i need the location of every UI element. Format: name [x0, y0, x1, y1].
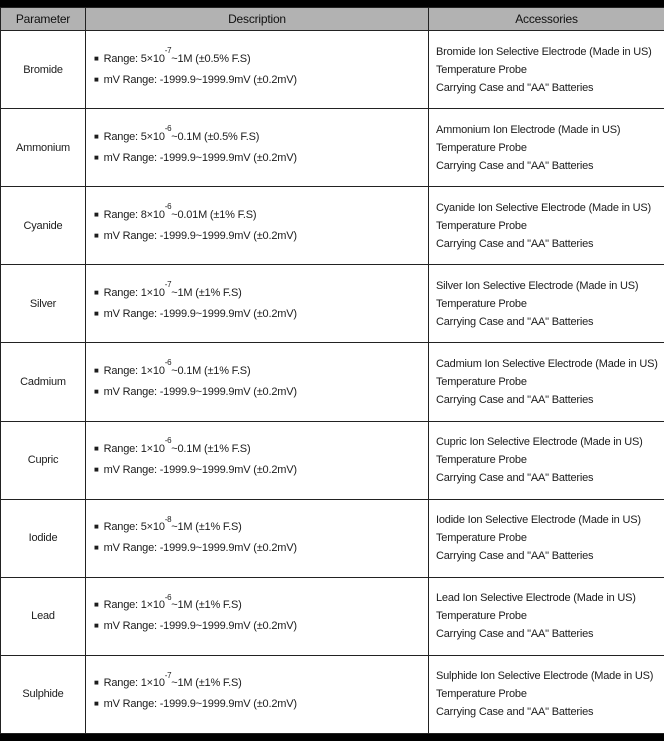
description-cell: [86, 577, 429, 655]
range-text: [103, 280, 242, 299]
bullet-square-icon: ■: [94, 699, 99, 709]
range-text: [103, 670, 242, 690]
accessories-cell: [429, 655, 664, 733]
range-exponent: -8: [164, 514, 172, 524]
accessory-temperature-probe: Temperature Probe: [436, 375, 527, 388]
accessory-electrode: Cupric Ion Selective Electrode (Made in US): [436, 436, 643, 449]
mv-range-line: [94, 304, 422, 325]
mv-range-line: [94, 460, 422, 481]
bullet-square-icon: ■: [94, 678, 99, 688]
accessory-case-batteries: Carrying Case and "AA" Batteries: [436, 81, 594, 94]
bullet-square-icon: ■: [94, 209, 99, 219]
description-cell: [86, 265, 429, 343]
range-prefix: Range: 1×10: [103, 599, 165, 612]
mv-range-text: mV Range: -1999.9~1999.9mV (±0.2mV): [103, 542, 297, 555]
accessory-temperature-probe: Temperature Probe: [436, 219, 527, 232]
bullet-square-icon: ■: [94, 287, 99, 297]
parameter-cell: [1, 499, 86, 577]
range-line: [94, 124, 422, 148]
bullet-square-icon: ■: [94, 230, 99, 240]
mv-range-text: mV Range: -1999.9~1999.9mV (±0.2mV): [103, 73, 297, 86]
accessory-temperature-probe: Temperature Probe: [436, 63, 527, 76]
table-body: [1, 31, 664, 734]
ion-electrode-spec-table: [0, 7, 664, 734]
parameter-cell: [1, 577, 86, 655]
col-header-parameter: Parameter: [1, 8, 86, 31]
bottom-border-bar: [0, 734, 664, 741]
accessory-temperature-probe: Temperature Probe: [436, 454, 527, 467]
range-text: [103, 358, 251, 377]
description-cell: [86, 499, 429, 577]
table-row: [1, 655, 664, 733]
accessories-cell: [429, 577, 664, 655]
accessory-case-batteries: Carrying Case and "AA" Batteries: [436, 706, 594, 719]
top-border-bar: [0, 0, 664, 7]
bullet-square-icon: ■: [94, 465, 99, 475]
parameter-label: Sulphide: [22, 688, 64, 701]
mv-range-line: [94, 382, 422, 403]
bullet-square-icon: ■: [94, 543, 99, 553]
range-text: [103, 124, 260, 143]
description-cell: [86, 187, 429, 265]
range-exponent: -6: [164, 436, 172, 446]
accessory-case-batteries: Carrying Case and "AA" Batteries: [436, 628, 594, 641]
bullet-square-icon: ■: [94, 74, 99, 84]
table-row: [1, 31, 664, 109]
range-suffix: ~1M (±1% F.S): [171, 677, 242, 690]
parameter-label: Iodide: [28, 532, 58, 545]
table-row: [1, 499, 664, 577]
bullet-square-icon: ■: [94, 152, 99, 162]
mv-range-text: mV Range: -1999.9~1999.9mV (±0.2mV): [103, 307, 297, 320]
range-line: [94, 45, 422, 70]
accessory-electrode: Sulphide Ion Selective Electrode (Made in US): [436, 670, 654, 683]
parameter-label: Cyanide: [23, 219, 63, 232]
header-row: [1, 8, 664, 31]
accessory-case-batteries: Carrying Case and "AA" Batteries: [436, 159, 594, 172]
accessory-case-batteries: Carrying Case and "AA" Batteries: [436, 472, 594, 485]
accessories-cell: [429, 421, 664, 499]
range-suffix: ~0.1M (±1% F.S): [171, 443, 251, 456]
parameter-cell: [1, 265, 86, 343]
mv-range-line: [94, 70, 422, 91]
accessory-temperature-probe: Temperature Probe: [436, 532, 527, 545]
mv-range-text: mV Range: -1999.9~1999.9mV (±0.2mV): [103, 464, 297, 477]
bullet-square-icon: ■: [94, 621, 99, 631]
table-row: [1, 265, 664, 343]
range-line: [94, 202, 422, 226]
bullet-square-icon: ■: [94, 386, 99, 396]
table-row: [1, 343, 664, 421]
mv-range-line: [94, 226, 422, 247]
range-exponent: -6: [164, 202, 172, 212]
accessory-case-batteries: Carrying Case and "AA" Batteries: [436, 237, 594, 250]
bullet-square-icon: ■: [94, 131, 99, 141]
parameter-label: Silver: [29, 297, 57, 310]
range-suffix: ~1M (±1% F.S): [171, 521, 242, 534]
accessory-temperature-probe: Temperature Probe: [436, 610, 527, 623]
parameter-cell: [1, 421, 86, 499]
bullet-square-icon: ■: [94, 365, 99, 375]
mv-range-line: [94, 148, 422, 169]
accessories-cell: [429, 499, 664, 577]
range-prefix: Range: 5×10: [103, 130, 165, 143]
parameter-label: Ammonium: [15, 141, 71, 154]
accessory-temperature-probe: Temperature Probe: [436, 141, 527, 154]
range-suffix: ~1M (±1% F.S): [171, 286, 242, 299]
parameter-label: Lead: [31, 610, 55, 623]
range-exponent: -6: [164, 124, 172, 133]
range-exponent: -7: [164, 670, 172, 680]
col-header-accessories: Accessories: [429, 8, 664, 31]
accessory-case-batteries: Carrying Case and "AA" Batteries: [436, 393, 594, 406]
description-cell: [86, 343, 429, 421]
description-cell: [86, 31, 429, 109]
range-line: [94, 670, 422, 694]
range-line: [94, 514, 422, 538]
accessories-cell: [429, 187, 664, 265]
table-row: [1, 187, 664, 265]
range-prefix: Range: 1×10: [103, 443, 165, 456]
parameter-cell: [1, 109, 86, 187]
range-prefix: Range: 5×10: [103, 521, 165, 534]
mv-range-line: [94, 538, 422, 559]
parameter-label: Cupric: [27, 454, 59, 467]
table-row: [1, 109, 664, 187]
accessories-cell: [429, 31, 664, 109]
range-text: [103, 202, 257, 221]
range-prefix: Range: 1×10: [103, 677, 165, 690]
range-line: [94, 592, 422, 616]
range-prefix: Range: 1×10: [103, 364, 165, 377]
bullet-square-icon: ■: [94, 308, 99, 318]
range-line: [94, 436, 422, 460]
accessories-cell: [429, 343, 664, 421]
range-text: [103, 436, 251, 456]
range-line: [94, 280, 422, 304]
bullet-square-icon: ■: [94, 53, 99, 63]
table-row: [1, 421, 664, 499]
range-line: [94, 358, 422, 382]
mv-range-text: mV Range: -1999.9~1999.9mV (±0.2mV): [103, 698, 297, 711]
bullet-square-icon: ■: [94, 600, 99, 610]
range-prefix: Range: 5×10: [103, 52, 165, 65]
range-exponent: -6: [164, 358, 172, 368]
range-exponent: -7: [164, 280, 172, 290]
accessory-electrode: Lead Ion Selective Electrode (Made in US): [436, 592, 636, 605]
mv-range-text: mV Range: -1999.9~1999.9mV (±0.2mV): [103, 151, 297, 164]
parameter-cell: [1, 343, 86, 421]
parameter-label: Bromide: [23, 63, 63, 76]
range-exponent: -6: [164, 592, 172, 602]
accessory-temperature-probe: Temperature Probe: [436, 688, 527, 701]
mv-range-line: [94, 616, 422, 637]
accessory-case-batteries: Carrying Case and "AA" Batteries: [436, 550, 594, 563]
accessory-electrode: Bromide Ion Selective Electrode (Made in US): [436, 45, 652, 58]
range-prefix: Range: 1×10: [103, 286, 165, 299]
accessory-electrode: Cyanide Ion Selective Electrode (Made in US): [436, 201, 651, 214]
parameter-cell: [1, 187, 86, 265]
table-row: [1, 577, 664, 655]
accessory-electrode: Silver Ion Selective Electrode (Made in US): [436, 279, 639, 292]
range-suffix: ~1M (±1% F.S): [171, 599, 242, 612]
range-prefix: Range: 8×10: [103, 208, 165, 221]
accessory-electrode: Ammonium Ion Electrode (Made in US): [436, 123, 621, 136]
range-text: [103, 592, 242, 612]
parameter-label: Cadmium: [20, 375, 66, 388]
description-cell: [86, 109, 429, 187]
accessory-temperature-probe: Temperature Probe: [436, 297, 527, 310]
accessories-cell: [429, 109, 664, 187]
range-suffix: ~0.1M (±1% F.S): [171, 364, 251, 377]
parameter-cell: [1, 655, 86, 733]
accessory-case-batteries: Carrying Case and "AA" Batteries: [436, 315, 594, 328]
accessories-cell: [429, 265, 664, 343]
range-suffix: ~0.01M (±1% F.S): [171, 208, 257, 221]
range-text: [103, 45, 251, 65]
mv-range-line: [94, 694, 422, 715]
accessory-electrode: Iodide Ion Selective Electrode (Made in US): [436, 514, 641, 527]
bullet-square-icon: ■: [94, 444, 99, 454]
description-cell: [86, 421, 429, 499]
range-suffix: ~0.1M (±0.5% F.S): [171, 130, 260, 143]
parameter-cell: [1, 31, 86, 109]
range-suffix: ~1M (±0.5% F.S): [171, 52, 251, 65]
range-exponent: -7: [164, 45, 172, 55]
accessory-electrode: Cadmium Ion Selective Electrode (Made in US): [436, 357, 658, 370]
table-header: [1, 8, 664, 31]
col-header-description: Description: [86, 8, 429, 31]
mv-range-text: mV Range: -1999.9~1999.9mV (±0.2mV): [103, 385, 297, 398]
mv-range-text: mV Range: -1999.9~1999.9mV (±0.2mV): [103, 620, 297, 633]
mv-range-text: mV Range: -1999.9~1999.9mV (±0.2mV): [103, 229, 297, 242]
bullet-square-icon: ■: [94, 522, 99, 532]
description-cell: [86, 655, 429, 733]
range-text: [103, 514, 242, 534]
